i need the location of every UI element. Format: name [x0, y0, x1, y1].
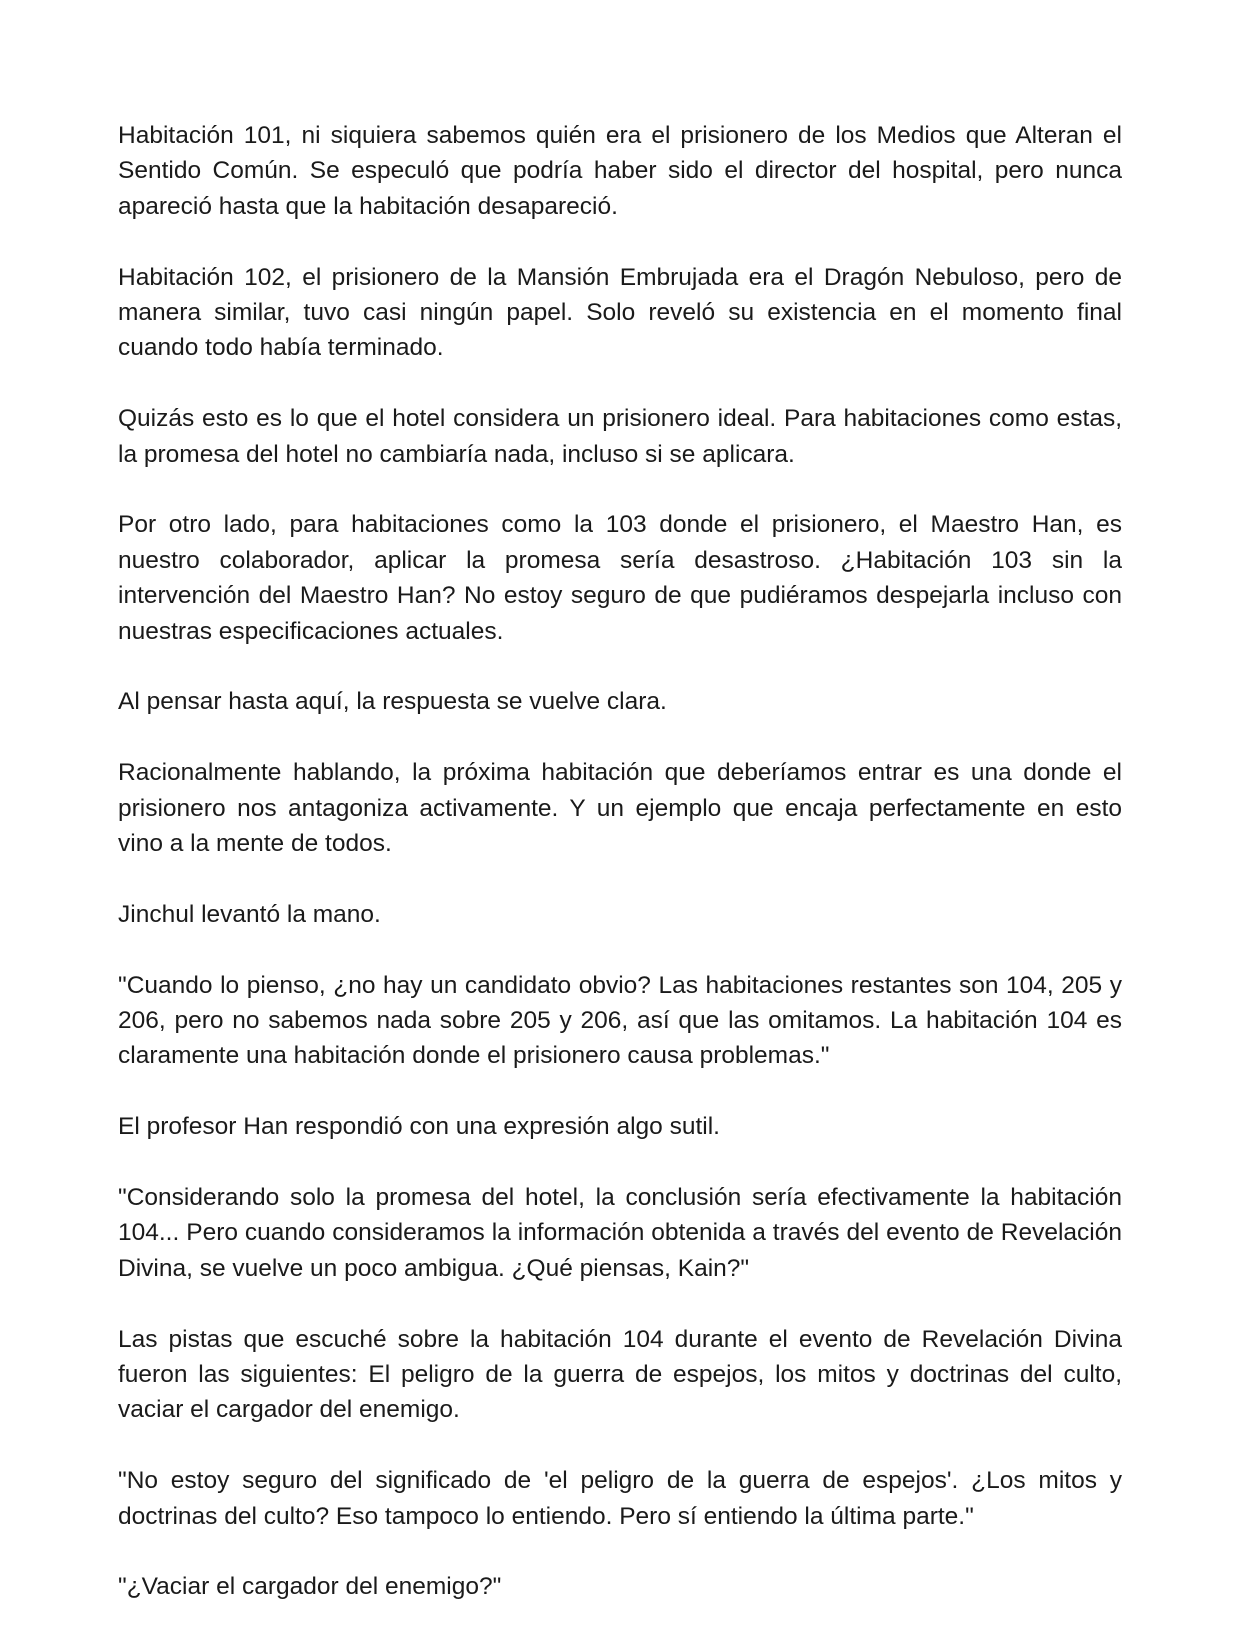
paragraph-3: Quizás esto es lo que el hotel considera un prisionero ideal. Para habitaciones como estas, la promesa del hotel no cambiaría nada, incluso si se aplicara.	[118, 405, 1122, 468]
paragraph-6: Racionalmente hablando, la próxima habitación que deberíamos entrar es una donde el prisionero nos antagoniza activamente. Y un ejemplo que encaja perfectamente en esto vino a la mente de todos.	[118, 759, 1122, 858]
paragraph-11: Las pistas que escuché sobre la habitación 104 durante el evento de Revelación Divina fueron las siguientes: El peligro de la guerra de espejos, los mitos y doctrinas del culto, vaciar el cargador del enemigo.	[118, 1325, 1122, 1424]
paragraph-7: Jinchul levantó la mano.	[118, 900, 381, 928]
paragraph-5: Al pensar hasta aquí, la respuesta se vuelve clara.	[118, 688, 667, 716]
paragraph-12: "No estoy seguro del significado de 'el peligro de la guerra de espejos'. ¿Los mitos y doctrinas del culto? Eso tampoco lo entiendo. Pero sí entiendo la última parte."	[118, 1467, 1122, 1530]
document-body	[118, 118, 1122, 1640]
paragraph-10: "Considerando solo la promesa del hotel, la conclusión sería efectivamente la habitación 104... Pero cuando consideramos la información obtenida a través del evento de Revelación Divina, se vuelve un poco ambigua. ¿Qué piensas, Kain?"	[118, 1184, 1122, 1282]
paragraph-4: Por otro lado, para habitaciones como la 103 donde el prisionero, el Maestro Han, es nuestro colaborador, aplicar la promesa sería desastroso. ¿Habitación 103 sin la intervención del Maestro Han? No estoy seguro de que pudiéramos despejarla incluso con nuestras especificaciones actuales.	[118, 511, 1122, 645]
paragraph-13: "¿Vaciar el cargador del enemigo?"	[118, 1573, 502, 1601]
paragraph-8: "Cuando lo pienso, ¿no hay un candidato obvio? Las habitaciones restantes son 104, 205 y 206, pero no sabemos nada sobre 205 y 206, así que las omitamos. La habitación 104 es claramente una habitación donde el prisionero causa problemas."	[118, 971, 1122, 1070]
paragraph-1: Habitación 101, ni siquiera sabemos quién era el prisionero de los Medios que Alteran el Sentido Común. Se especuló que podría haber sido el director del hospital, pero nunca apareció hasta que la habitación desapareció.	[118, 122, 1122, 220]
paragraph-9: El profesor Han respondió con una expresión algo sutil.	[118, 1113, 720, 1141]
paragraph-2: Habitación 102, el prisionero de la Mansión Embrujada era el Dragón Nebuloso, pero de manera similar, tuvo casi ningún papel. Solo reveló su existencia en el momento final cuando todo había terminado.	[118, 263, 1122, 362]
